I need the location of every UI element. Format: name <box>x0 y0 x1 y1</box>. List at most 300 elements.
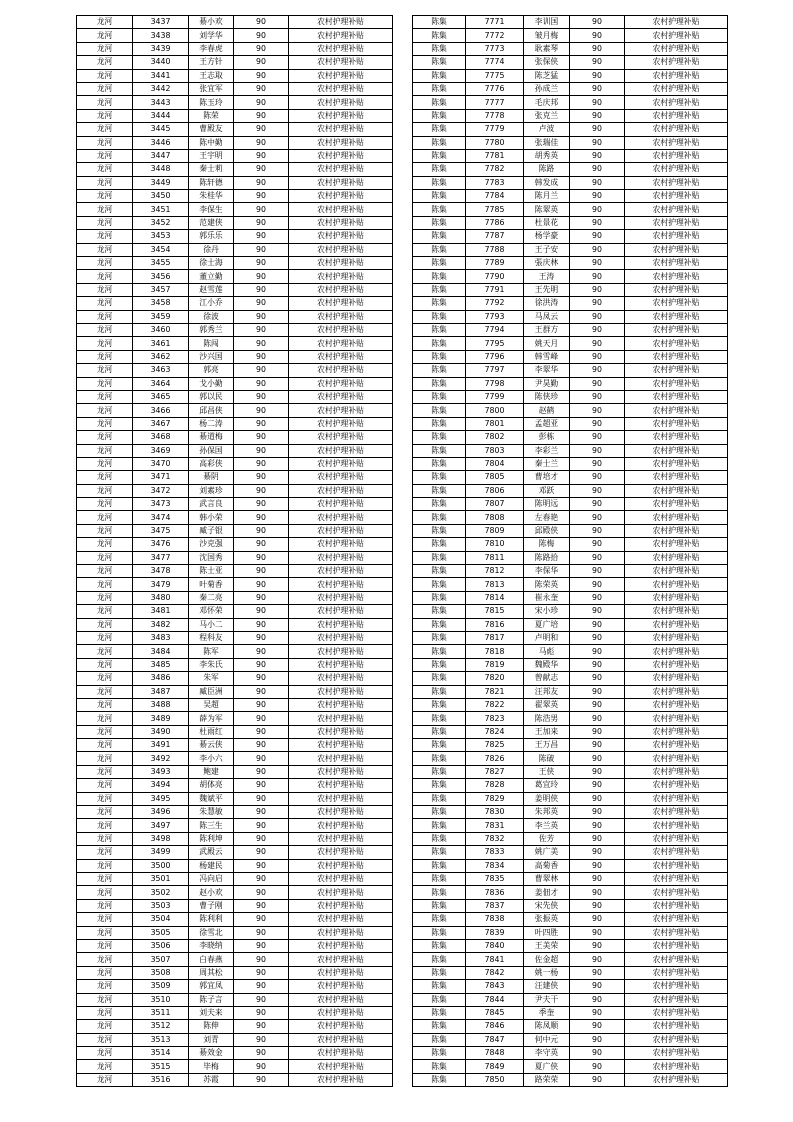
amount-cell: 90 <box>234 966 289 979</box>
amount-cell: 90 <box>234 698 289 711</box>
amount-cell: 90 <box>570 29 625 42</box>
number-cell: 7806 <box>466 484 524 497</box>
amount-cell: 90 <box>234 631 289 644</box>
number-cell: 3487 <box>133 685 189 698</box>
name-cell: 邱昌侠 <box>189 404 234 417</box>
amount-cell: 90 <box>234 846 289 859</box>
number-cell: 7782 <box>466 163 524 176</box>
amount-cell: 90 <box>234 618 289 631</box>
number-cell: 3509 <box>133 980 189 993</box>
number-cell: 7776 <box>466 82 524 95</box>
table-row <box>413 323 728 336</box>
table-row <box>413 484 728 497</box>
amount-cell: 90 <box>570 16 625 29</box>
subsidy-cell: 农村护理补贴 <box>289 873 393 886</box>
amount-cell: 90 <box>570 323 625 336</box>
name-cell: 佐金超 <box>524 953 570 966</box>
amount-cell: 90 <box>234 538 289 551</box>
village-cell: 陈集 <box>413 1060 466 1073</box>
amount-cell: 90 <box>570 524 625 537</box>
village-cell: 龙河 <box>77 270 133 283</box>
subsidy-cell: 农村护理补贴 <box>625 484 728 497</box>
village-cell: 龙河 <box>77 725 133 738</box>
village-cell: 陈集 <box>413 270 466 283</box>
table-row <box>413 283 728 296</box>
name-cell: 佐芳 <box>524 832 570 845</box>
name-cell: 韩雪峰 <box>524 350 570 363</box>
name-cell: 鲍建 <box>189 765 234 778</box>
village-cell: 龙河 <box>77 712 133 725</box>
number-cell: 3492 <box>133 752 189 765</box>
village-cell: 陈集 <box>413 1020 466 1033</box>
village-cell: 陈集 <box>413 109 466 122</box>
amount-cell: 90 <box>570 257 625 270</box>
village-cell: 龙河 <box>77 243 133 256</box>
table-row <box>413 257 728 270</box>
number-cell: 3500 <box>133 859 189 872</box>
village-cell: 龙河 <box>77 1047 133 1060</box>
name-cell: 叶菊香 <box>189 578 234 591</box>
amount-cell: 90 <box>570 792 625 805</box>
table-row <box>413 1060 728 1073</box>
name-cell: 韩发成 <box>524 176 570 189</box>
table-row <box>77 42 393 55</box>
subsidy-cell: 农村护理补贴 <box>289 739 393 752</box>
number-cell: 7836 <box>466 886 524 899</box>
amount-cell: 90 <box>570 69 625 82</box>
name-cell: 李晓纳 <box>189 939 234 952</box>
table-row <box>77 993 393 1006</box>
village-cell: 龙河 <box>77 832 133 845</box>
subsidy-cell: 农村护理补贴 <box>625 846 728 859</box>
table-row <box>77 149 393 162</box>
subsidy-cell: 农村护理补贴 <box>289 618 393 631</box>
amount-cell: 90 <box>570 310 625 323</box>
village-cell: 陈集 <box>413 337 466 350</box>
number-cell: 7787 <box>466 230 524 243</box>
subsidy-cell: 农村护理补贴 <box>625 1020 728 1033</box>
village-cell: 龙河 <box>77 605 133 618</box>
name-cell: 周其松 <box>189 966 234 979</box>
number-cell: 3481 <box>133 605 189 618</box>
number-cell: 3476 <box>133 538 189 551</box>
name-cell: 武殿云 <box>189 846 234 859</box>
subsidy-cell: 农村护理补贴 <box>625 806 728 819</box>
village-cell: 陈集 <box>413 725 466 738</box>
village-cell: 陈集 <box>413 1033 466 1046</box>
subsidy-cell: 农村护理补贴 <box>625 913 728 926</box>
name-cell: 李朱氏 <box>189 658 234 671</box>
amount-cell: 90 <box>570 886 625 899</box>
table-row <box>413 698 728 711</box>
name-cell: 陈芝猛 <box>524 69 570 82</box>
number-cell: 7805 <box>466 471 524 484</box>
village-cell: 龙河 <box>77 551 133 564</box>
subsidy-cell: 农村护理补贴 <box>625 283 728 296</box>
amount-cell: 90 <box>570 698 625 711</box>
number-cell: 3437 <box>133 16 189 29</box>
subsidy-cell: 农村护理补贴 <box>625 712 728 725</box>
table-row <box>413 538 728 551</box>
number-cell: 7846 <box>466 1020 524 1033</box>
table-row <box>77 364 393 377</box>
table-row <box>413 190 728 203</box>
subsidy-cell: 农村护理补贴 <box>625 538 728 551</box>
village-cell: 陈集 <box>413 498 466 511</box>
amount-cell: 90 <box>234 725 289 738</box>
table-row <box>77 203 393 216</box>
number-cell: 7819 <box>466 658 524 671</box>
table-row <box>77 498 393 511</box>
amount-cell: 90 <box>234 337 289 350</box>
name-cell: 陈路 <box>524 163 570 176</box>
subsidy-cell: 农村护理补贴 <box>289 163 393 176</box>
table-row <box>77 685 393 698</box>
village-cell: 陈集 <box>413 672 466 685</box>
village-cell: 龙河 <box>77 953 133 966</box>
name-cell: 綦效金 <box>189 1047 234 1060</box>
name-cell: 陈翠英 <box>524 203 570 216</box>
name-cell: 汪建侠 <box>524 980 570 993</box>
subsidy-cell: 农村护理补贴 <box>625 1006 728 1019</box>
table-row <box>77 605 393 618</box>
table-row <box>413 926 728 939</box>
table-row <box>77 591 393 604</box>
amount-cell: 90 <box>234 283 289 296</box>
subsidy-cell: 农村护理补贴 <box>625 471 728 484</box>
amount-cell: 90 <box>234 1020 289 1033</box>
village-cell: 龙河 <box>77 672 133 685</box>
name-cell: 王群方 <box>524 323 570 336</box>
table-row <box>77 1033 393 1046</box>
subsidy-cell: 农村护理补贴 <box>289 283 393 296</box>
table-row <box>413 980 728 993</box>
name-cell: 孙保国 <box>189 444 234 457</box>
subsidy-cell: 农村护理补贴 <box>625 323 728 336</box>
name-cell: 陈士亚 <box>189 565 234 578</box>
village-cell: 陈集 <box>413 939 466 952</box>
number-cell: 3446 <box>133 136 189 149</box>
village-cell: 龙河 <box>77 337 133 350</box>
amount-cell: 90 <box>570 163 625 176</box>
amount-cell: 90 <box>570 511 625 524</box>
village-cell: 龙河 <box>77 645 133 658</box>
amount-cell: 90 <box>234 899 289 912</box>
table-row <box>77 966 393 979</box>
village-cell: 陈集 <box>413 685 466 698</box>
table-row <box>77 390 393 403</box>
table-row <box>413 417 728 430</box>
subsidy-cell: 农村护理补贴 <box>289 779 393 792</box>
village-cell: 龙河 <box>77 1060 133 1073</box>
number-cell: 3495 <box>133 792 189 805</box>
subsidy-cell: 农村护理补贴 <box>625 1060 728 1073</box>
subsidy-cell: 农村护理补贴 <box>625 42 728 55</box>
number-cell: 3506 <box>133 939 189 952</box>
subsidy-cell: 农村护理补贴 <box>625 297 728 310</box>
village-cell: 陈集 <box>413 658 466 671</box>
number-cell: 7837 <box>466 899 524 912</box>
amount-cell: 90 <box>570 109 625 122</box>
name-cell: 姚一杨 <box>524 966 570 979</box>
subsidy-cell: 农村护理补贴 <box>289 953 393 966</box>
subsidy-cell: 农村护理补贴 <box>625 605 728 618</box>
table-row <box>413 109 728 122</box>
amount-cell: 90 <box>234 69 289 82</box>
amount-cell: 90 <box>570 605 625 618</box>
amount-cell: 90 <box>234 243 289 256</box>
table-row <box>413 953 728 966</box>
amount-cell: 90 <box>570 283 625 296</box>
village-cell: 龙河 <box>77 739 133 752</box>
village-cell: 龙河 <box>77 618 133 631</box>
table-row <box>413 243 728 256</box>
number-cell: 7794 <box>466 323 524 336</box>
village-cell: 陈集 <box>413 444 466 457</box>
table-row <box>77 190 393 203</box>
village-cell: 陈集 <box>413 283 466 296</box>
village-cell: 陈集 <box>413 645 466 658</box>
table-row <box>77 658 393 671</box>
village-cell: 陈集 <box>413 779 466 792</box>
subsidy-cell: 农村护理补贴 <box>289 551 393 564</box>
subsidy-cell: 农村护理补贴 <box>289 980 393 993</box>
amount-cell: 90 <box>234 82 289 95</box>
number-cell: 3484 <box>133 645 189 658</box>
subsidy-cell: 农村护理补贴 <box>289 123 393 136</box>
name-cell: 胡秀英 <box>524 149 570 162</box>
village-cell: 龙河 <box>77 203 133 216</box>
amount-cell: 90 <box>234 431 289 444</box>
subsidy-cell: 农村护理补贴 <box>625 203 728 216</box>
table-row <box>413 136 728 149</box>
subsidy-cell: 农村护理补贴 <box>289 323 393 336</box>
number-cell: 3502 <box>133 886 189 899</box>
table-row <box>77 323 393 336</box>
subsidy-cell: 农村护理补贴 <box>289 377 393 390</box>
table-row <box>77 846 393 859</box>
amount-cell: 90 <box>234 96 289 109</box>
name-cell: 朱慧敏 <box>189 806 234 819</box>
table-row <box>413 739 728 752</box>
table-row <box>413 618 728 631</box>
village-cell: 龙河 <box>77 538 133 551</box>
subsidy-cell: 农村护理补贴 <box>289 42 393 55</box>
number-cell: 7804 <box>466 457 524 470</box>
amount-cell: 90 <box>570 270 625 283</box>
name-cell: 姚天月 <box>524 337 570 350</box>
table-row <box>413 337 728 350</box>
number-cell: 7815 <box>466 605 524 618</box>
name-cell: 刘素珍 <box>189 484 234 497</box>
village-cell: 龙河 <box>77 109 133 122</box>
number-cell: 7845 <box>466 1006 524 1019</box>
amount-cell: 90 <box>234 551 289 564</box>
name-cell: 刘夫来 <box>189 1006 234 1019</box>
table-row <box>77 297 393 310</box>
subsidy-cell: 农村护理补贴 <box>289 69 393 82</box>
amount-cell: 90 <box>234 323 289 336</box>
table-row <box>413 819 728 832</box>
amount-cell: 90 <box>234 939 289 952</box>
name-cell: 马凤云 <box>524 310 570 323</box>
name-cell: 宋先侠 <box>524 899 570 912</box>
table-row <box>413 725 728 738</box>
village-cell: 陈集 <box>413 551 466 564</box>
village-cell: 龙河 <box>77 980 133 993</box>
village-cell: 陈集 <box>413 1073 466 1086</box>
village-cell: 陈集 <box>413 846 466 859</box>
number-cell: 3480 <box>133 591 189 604</box>
name-cell: 何中元 <box>524 1033 570 1046</box>
name-cell: 陈中勤 <box>189 136 234 149</box>
amount-cell: 90 <box>234 42 289 55</box>
amount-cell: 90 <box>234 484 289 497</box>
number-cell: 7775 <box>466 69 524 82</box>
table-row <box>413 431 728 444</box>
table-row <box>77 980 393 993</box>
subsidy-cell: 农村护理补贴 <box>289 712 393 725</box>
number-cell: 3441 <box>133 69 189 82</box>
subsidy-cell: 农村护理补贴 <box>289 511 393 524</box>
table-row <box>413 578 728 591</box>
name-cell: 陈闯 <box>189 337 234 350</box>
amount-cell: 90 <box>570 832 625 845</box>
number-cell: 7781 <box>466 149 524 162</box>
table-row <box>77 404 393 417</box>
subsidy-cell: 农村护理补贴 <box>289 390 393 403</box>
subsidy-cell: 农村护理补贴 <box>289 337 393 350</box>
village-cell: 龙河 <box>77 283 133 296</box>
village-cell: 龙河 <box>77 939 133 952</box>
table-row <box>77 953 393 966</box>
number-cell: 3494 <box>133 779 189 792</box>
subsidy-cell: 农村护理补贴 <box>289 1047 393 1060</box>
number-cell: 3440 <box>133 56 189 69</box>
name-cell: 徐洪涛 <box>524 297 570 310</box>
table-row <box>77 1006 393 1019</box>
amount-cell: 90 <box>234 176 289 189</box>
village-cell: 陈集 <box>413 136 466 149</box>
subsidy-cell: 农村护理补贴 <box>289 538 393 551</box>
amount-cell: 90 <box>234 712 289 725</box>
name-cell: 张振英 <box>524 913 570 926</box>
number-cell: 7847 <box>466 1033 524 1046</box>
name-cell: 曹殿友 <box>189 123 234 136</box>
number-cell: 7798 <box>466 377 524 390</box>
roster-table-right <box>412 15 728 1087</box>
amount-cell: 90 <box>570 431 625 444</box>
village-cell: 陈集 <box>413 149 466 162</box>
name-cell: 曹翠林 <box>524 873 570 886</box>
village-cell: 龙河 <box>77 993 133 1006</box>
name-cell: 白春燕 <box>189 953 234 966</box>
village-cell: 龙河 <box>77 216 133 229</box>
village-cell: 陈集 <box>413 42 466 55</box>
subsidy-cell: 农村护理补贴 <box>289 591 393 604</box>
village-cell: 龙河 <box>77 390 133 403</box>
amount-cell: 90 <box>570 417 625 430</box>
number-cell: 3498 <box>133 832 189 845</box>
subsidy-cell: 农村护理补贴 <box>625 109 728 122</box>
table-row <box>413 444 728 457</box>
number-cell: 7809 <box>466 524 524 537</box>
amount-cell: 90 <box>570 136 625 149</box>
village-cell: 陈集 <box>413 966 466 979</box>
number-cell: 3508 <box>133 966 189 979</box>
subsidy-cell: 农村护理补贴 <box>625 56 728 69</box>
table-row <box>77 645 393 658</box>
village-cell: 陈集 <box>413 29 466 42</box>
name-cell: 郭秀兰 <box>189 323 234 336</box>
number-cell: 7811 <box>466 551 524 564</box>
name-cell: 陈明远 <box>524 498 570 511</box>
name-cell: 李保华 <box>524 565 570 578</box>
amount-cell: 90 <box>234 149 289 162</box>
subsidy-cell: 农村护理补贴 <box>289 404 393 417</box>
subsidy-cell: 农村护理补贴 <box>625 216 728 229</box>
subsidy-cell: 农村护理补贴 <box>625 859 728 872</box>
number-cell: 3452 <box>133 216 189 229</box>
name-cell: 綦阴 <box>189 471 234 484</box>
number-cell: 3497 <box>133 819 189 832</box>
subsidy-cell: 农村护理补贴 <box>625 337 728 350</box>
table-row <box>77 939 393 952</box>
name-cell: 范建侠 <box>189 216 234 229</box>
amount-cell: 90 <box>234 1047 289 1060</box>
village-cell: 陈集 <box>413 257 466 270</box>
number-cell: 3471 <box>133 471 189 484</box>
name-cell: 沙克强 <box>189 538 234 551</box>
number-cell: 7831 <box>466 819 524 832</box>
roster-body-right <box>413 16 728 1087</box>
table-row <box>77 806 393 819</box>
table-row <box>77 431 393 444</box>
name-cell: 朱桂华 <box>189 190 234 203</box>
name-cell: 毛庆邦 <box>524 96 570 109</box>
number-cell: 3449 <box>133 176 189 189</box>
number-cell: 7774 <box>466 56 524 69</box>
number-cell: 7795 <box>466 337 524 350</box>
number-cell: 3489 <box>133 712 189 725</box>
village-cell: 龙河 <box>77 350 133 363</box>
subsidy-cell: 农村护理补贴 <box>289 524 393 537</box>
table-row <box>413 966 728 979</box>
name-cell: 徐波 <box>189 310 234 323</box>
amount-cell: 90 <box>570 230 625 243</box>
table-row <box>77 69 393 82</box>
number-cell: 3438 <box>133 29 189 42</box>
subsidy-cell: 农村护理补贴 <box>289 859 393 872</box>
subsidy-cell: 农村护理补贴 <box>625 230 728 243</box>
amount-cell: 90 <box>570 725 625 738</box>
number-cell: 3467 <box>133 417 189 430</box>
table-row <box>413 390 728 403</box>
village-cell: 陈集 <box>413 243 466 256</box>
number-cell: 3479 <box>133 578 189 591</box>
amount-cell: 90 <box>570 966 625 979</box>
table-row <box>77 631 393 644</box>
amount-cell: 90 <box>570 819 625 832</box>
number-cell: 7835 <box>466 873 524 886</box>
subsidy-cell: 农村护理补贴 <box>625 631 728 644</box>
table-row <box>413 685 728 698</box>
name-cell: 张克兰 <box>524 109 570 122</box>
table-row <box>413 498 728 511</box>
name-cell: 曹培才 <box>524 471 570 484</box>
village-cell: 陈集 <box>413 96 466 109</box>
village-cell: 陈集 <box>413 806 466 819</box>
